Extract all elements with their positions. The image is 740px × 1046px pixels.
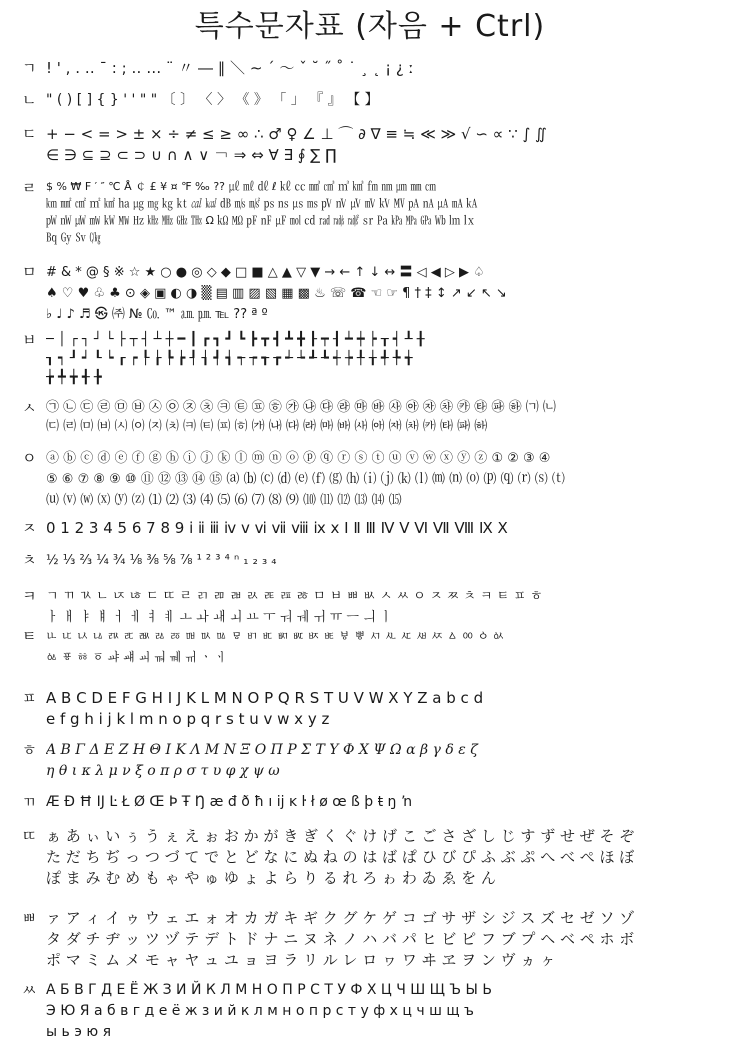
page-title: 특수문자표 (자음 + Ctrl) [194, 9, 546, 44]
section-row [22, 550, 722, 571]
section-row [22, 688, 722, 730]
symbol-line: ㏃ ㏉ ㏜ ㏆ [46, 231, 101, 244]
symbol-line: А Б В Г Д Е Ё Ж З И Й К Л М Н О П Р С Т У Ф Х Ц Ч Ш Щ Ъ Ы Ь [46, 982, 492, 998]
section-row [22, 178, 722, 246]
section-row [22, 518, 722, 539]
section-row [22, 262, 722, 325]
symbol-line: $ % ₩ F ′ ″ ℃ Å ￠ £ ¥ ¤ ℉ ‰ ?? ㎕ ㎖ ㎗ ℓ ㎘ ㏄ ㎣ ㎤ ㎥ ㎦ ㎙ ㎚ ㎛ ㎜ ㎝ [46, 180, 436, 193]
symbol-line: ы ь э ю я [46, 1024, 111, 1040]
section-row [22, 908, 722, 971]
section-row [22, 792, 722, 813]
symbol-line: ㆃ ㆄ ㆅ ㆆ ㆇ ㆈ ㆉ ㆊ ㆋ ㆌ ㆍ ㆎ [46, 650, 228, 664]
section-row [22, 980, 722, 1043]
symbol-line: Э Ю Я а б в г д е ё ж з и й к л м н о п р с т у ф х ц ч ш щ ъ [46, 1003, 474, 1019]
consonant-key: ㅆ [22, 981, 37, 999]
section-row [22, 826, 722, 889]
consonant-key: ㅋ [22, 587, 37, 605]
section-row [22, 448, 722, 511]
symbol-line: 0 1 2 3 4 5 6 7 8 9 ⅰ ⅱ ⅲ ⅳ ⅴ ⅵ ⅶ ⅷ ⅸ ⅹ Ⅰ Ⅱ Ⅲ Ⅳ Ⅴ Ⅵ Ⅶ Ⅷ Ⅸ Ⅹ [46, 519, 508, 537]
symbol-line: ぽ ま み む め も ゃ や ゅ ゆ ょ よ ら り る れ ろ ゎ わ ゐ ゑ を ん [46, 869, 496, 887]
consonant-key: ㅎ [22, 741, 37, 759]
consonant-key: ㅊ [22, 551, 37, 569]
symbol-line: η θ ι κ λ μ ν ξ ο π ρ σ τ υ φ χ ψ ω [46, 763, 280, 779]
symbol-line: ⒰ ⒱ ⒲ ⒳ ⒴ ⒵ ⑴ ⑵ ⑶ ⑷ ⑸ ⑹ ⑺ ⑻ ⑼ ⑽ ⑾ ⑿ ⒀ ⒁ ⒂ [46, 493, 402, 508]
symbol-line: ぁ あ ぃ い ぅ う ぇ え ぉ お か が き ぎ く ぐ け げ こ ご さ ざ し じ す ず せ ぜ そ ぞ [46, 827, 635, 845]
symbol-line: ─ │ ┌ ┐ ┘ └ ├ ┬ ┤ ┴ ┼ ━ ┃ ┏ ┓ ┛ ┗ ┣ ┳ ┫ ┻ ╋ ┠ ┯ ┨ ┷ ┿ ┝ ┰ ┥ ┸ ╂ [46, 332, 425, 347]
consonant-key: ㄱ [22, 59, 37, 77]
symbol-line: ポ マ ミ ム メ モ ャ ヤ ュ ユ ョ ヨ ラ リ ル レ ロ ヮ ワ ヰ ヱ ヲ ン ヴ ヵ ヶ [46, 951, 556, 969]
consonant-key: ㅌ [22, 627, 37, 645]
section-row [22, 398, 722, 436]
symbol-line: ㈂ ㈃ ㈄ ㈅ ㈆ ㈇ ㈈ ㈉ ㈊ ㈋ ㈌ ㈍ ㈎ ㈏ ㈐ ㈑ ㈒ ㈓ ㈔ ㈕ ㈖ ㈗ ㈘ ㈙ ㈚ ㈛ [46, 419, 488, 434]
consonant-key: ㄸ [22, 827, 37, 845]
symbol-line: ♭ ♩ ♪ ♬ ㉿ ㈜ № ㏇ ™ ㏂ ㏘ ℡ ?? ª º [46, 307, 268, 322]
section-row [22, 330, 722, 387]
symbol-line: Æ Ð Ħ Ĳ Ŀ Ł Ø Œ Þ Ŧ Ŋ æ đ ð ħ ı ĳ ĸ ŀ ł ø œ ß þ ŧ ŋ ŉ [46, 794, 413, 810]
symbol-line: ⓐ ⓑ ⓒ ⓓ ⓔ ⓕ ⓖ ⓗ ⓘ ⓙ ⓚ ⓛ ⓜ ⓝ ⓞ ⓟ ⓠ ⓡ ⓢ ⓣ ⓤ ⓥ ⓦ ⓧ ⓨ ⓩ ① ② ③ ④ [46, 451, 551, 466]
symbol-line: A B C D E F G H I J K L M N O P Q R S T U V W X Y Z a b c d [46, 689, 484, 707]
section-row [22, 124, 722, 166]
section-row [22, 90, 722, 111]
symbol-line: ㎞ ㎟ ㎠ ㎡ ㎢ ㏊ ㎍ ㎎ ㎏ ㏏ ㎈ ㎉ ㏈ ㎧ ㎨ ㎰ ㎱ ㎲ ㎳ ㎴ ㎵ ㎶ ㎷ ㎸ ㎹ ㎀ ㎁ ㎂ ㎃ ㎄ [46, 197, 478, 210]
consonant-key: ㄹ [22, 179, 37, 197]
consonant-key: ㅈ [22, 519, 37, 537]
symbol-line: ∈ ∋ ⊆ ⊇ ⊂ ⊃ ∪ ∩ ∧ ∨ ￢ ⇒ ⇔ ∀ ∃ ∮ ∑ ∏ [46, 146, 337, 164]
symbol-line: ㅥ ㅦ ㅧ ㅨ ㅩ ㅪ ㅫ ㅬ ㅭ ㅮ ㅯ ㅰ ㅱ ㅲ ㅳ ㅴ ㅵ ㅶ ㅷ ㅸ ㅹ ㅺ ㅻ ㅼ ㅽ ㅾ ㅿ ㆀ ㆁ ㆂ [46, 629, 505, 643]
symbol-line: + − < = > ± × ÷ ≠ ≤ ≥ ∞ ∴ ♂ ♀ ∠ ⊥ ⌒ ∂ ∇ ≡ ≒ ≪ ≫ √ ∽ ∝ ∵ ∫ ∬ [46, 125, 547, 143]
section-row [22, 626, 722, 668]
consonant-key: ㅃ [22, 909, 37, 927]
symbol-line: ♠ ♡ ♥ ♧ ♣ ⊙ ◈ ▣ ◐ ◑ ▒ ▤ ▥ ▨ ▧ ▦ ▩ ♨ ☏ ☎ ☜ ☞ ¶ † ‡ ↕ ↗ ↙ ↖ ↘ [46, 286, 507, 301]
section-row [22, 586, 722, 628]
symbol-line: ½ ⅓ ⅔ ¼ ¾ ⅛ ⅜ ⅝ ⅞ ¹ ² ³ ⁴ ⁿ ₁ ₂ ₃ ₄ [46, 553, 277, 568]
symbol-line: ァ ア ィ イ ゥ ウ ェ エ ォ オ カ ガ キ ギ ク グ ケ ゲ コ ゴ サ ザ シ ジ ス ズ セ ゼ ソ ゾ [46, 909, 635, 927]
symbol-line: ㉠ ㉡ ㉢ ㉣ ㉤ ㉥ ㉦ ㉧ ㉨ ㉩ ㉪ ㉫ ㉬ ㉭ ㉮ ㉯ ㉰ ㉱ ㉲ ㉳ ㉴ ㉵ ㉶ ㉷ ㉸ ㉹ ㉺ ㉻ ㈀ ㈁ [46, 400, 556, 415]
symbol-line: ㄱ ㄲ ㄳ ㄴ ㄵ ㄶ ㄷ ㄸ ㄹ ㄺ ㄻ ㄼ ㄽ ㄾ ㄿ ㅀ ㅁ ㅂ ㅃ ㅄ ㅅ ㅆ ㅇ ㅈ ㅉ ㅊ ㅋ ㅌ ㅍ ㅎ [46, 589, 543, 604]
symbol-line: ㅏ ㅐ ㅑ ㅒ ㅓ ㅔ ㅕ ㅖ ㅗ ㅘ ㅙ ㅚ ㅛ ㅜ ㅝ ㅞ ㅟ ㅠ ㅡ ㅢ ㅣ [46, 610, 393, 625]
consonant-key: ㅁ [22, 263, 37, 281]
consonant-key: ㅅ [22, 399, 37, 417]
section-row [22, 58, 722, 79]
section-row [22, 740, 722, 782]
consonant-key: ㄲ [22, 793, 37, 811]
consonant-key: ㅇ [22, 449, 37, 467]
symbol-line: ! ' , . ‥ ¯ : ; ‥ … ¨ 〃 ― ∥ ＼ ∼ ´ ～ ˇ ˘ ˝ ˚ ˙ ¸ ˛ ¡ ¿ ː [46, 59, 414, 77]
symbol-line: " ( ) [ ] { } ' ' " " 〔 〕 〈 〉 《 》 「 」 『 』 【 】 [46, 92, 379, 108]
symbol-line: ㎺ ㎻ ㎼ ㎽ ㎾ ㎿ ㎐ ㎑ ㎒ ㎓ ㎔ Ω ㏀ ㏁ ㎊ ㎋ ㎌ ㏖ ㏅ ㎭ ㎮ ㎯ ㏛ ㎩ ㎪ ㎫ ㎬ ㏝ ㏐ ㏓ [46, 214, 475, 227]
symbol-line: # & * @ § ※ ☆ ★ ○ ● ◎ ◇ ◆ □ ■ △ ▲ ▽ ▼ → ← ↑ ↓ ↔ 〓 ◁ ◀ ▷ ▶ ♤ [46, 265, 485, 280]
symbol-line: e f g h i j k l m n o p q r s t u v w x y z [46, 710, 330, 728]
symbol-line: ⑤ ⑥ ⑦ ⑧ ⑨ ⑩ ⑪ ⑫ ⑬ ⑭ ⑮ ⒜ ⒝ ⒞ ⒟ ⒠ ⒡ ⒢ ⒣ ⒤ ⒥ ⒦ ⒧ ⒨ ⒩ ⒪ ⒫ ⒬ ⒭ ⒮ ⒯ [46, 472, 565, 487]
consonant-key: ㅍ [22, 689, 37, 707]
consonant-key: ㅂ [22, 331, 37, 349]
consonant-key: ㄴ [22, 91, 37, 109]
symbol-line: Α Β Γ Δ Ε Ζ Η Θ Ι Κ Λ Μ Ν Ξ Ο Π Ρ Σ Τ Υ Φ Χ Ψ Ω α β γ δ ε ζ [46, 742, 478, 758]
symbol-line: タ ダ チ ヂ ッ ツ ヅ テ デ ト ド ナ ニ ヌ ネ ノ ハ バ パ ヒ ビ ピ フ ブ プ ヘ ベ ペ ホ ボ [46, 930, 635, 948]
consonant-key: ㄷ [22, 125, 37, 143]
symbol-line: た だ ち ぢ っ つ づ て で と ど な に ぬ ね の は ば ぱ ひ び ぴ ふ ぶ ぷ へ べ ぺ ほ ぼ [46, 848, 635, 866]
symbol-line: ╆ ╇ ╈ ╉ ╊ [46, 370, 102, 385]
symbol-line: ┒ ┑ ┚ ┙ ┖ ┕ ┎ ┍ ┞ ┟ ┡ ┢ ┦ ┧ ┩ ┪ ┭ ┮ ┱ ┲ ┵ ┶ ┹ ┺ ┽ ┾ ╀ ╁ ╃ ╄ ╅ [46, 351, 413, 366]
